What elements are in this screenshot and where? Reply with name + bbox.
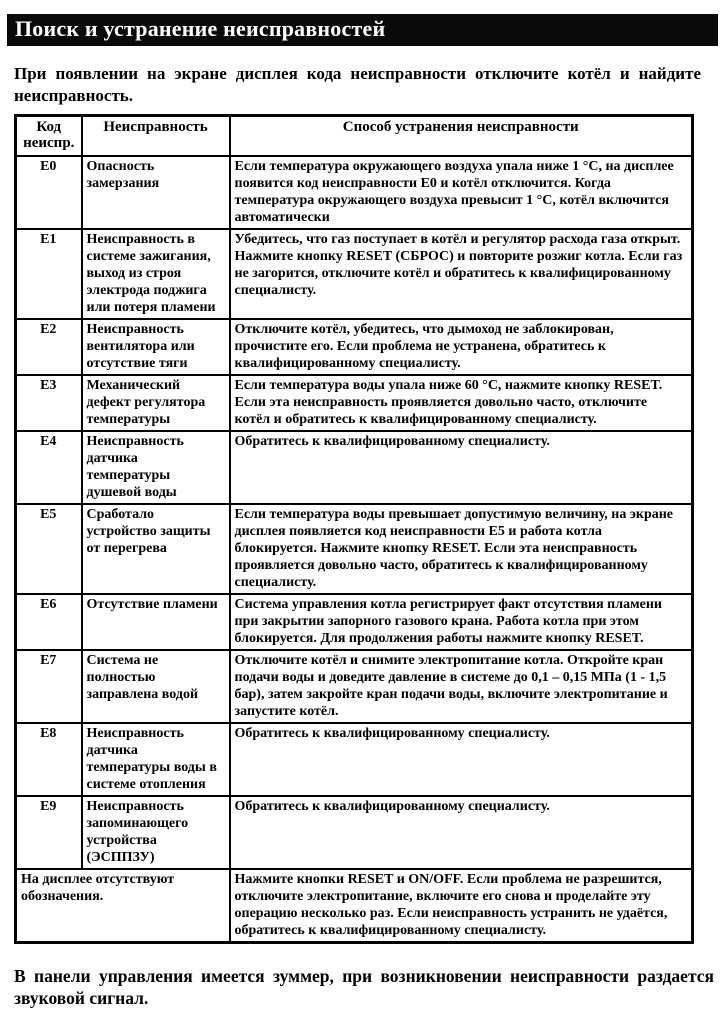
remedy-cell: Отключите котёл и снимите электропитание котла. Откройте кран подачи воды и доведите давление в системе до 0,1 – 0,15 МПа (1 - 1,5 бар), затем закройте кран подачи воды, включите электропитание и запустите котёл. [230,650,693,723]
section-title-bar [7,14,718,46]
fault-cell: Сработало устройство защиты от перегрева [82,504,230,594]
remedy-cell: Если температура воды превышает допустимую величину, на экране дисплея появляется код неисправности E5 и работа котла блокируется. Нажмите кнопку RESET. Если эта неисправность проявляется довольно часто, обратитесь к квалифицированному специалисту. [230,504,693,594]
fault-cell: Опасность замерзания [82,156,230,229]
remedy-cell: Обратитесь к квалифицированному специалисту. [230,431,693,504]
header-error-code: Код неиспр. [16,115,82,156]
fault-cell: Неисправность в системе зажигания, выход из строя электрода поджига или потеря пламени [82,229,230,319]
intro-text: При появлении на экране дисплея кода неисправности отключите котёл и найдите неисправность. [14,64,701,105]
fault-cell: Неисправность датчика температуры душевой воды [82,431,230,504]
error-code-cell: E2 [16,319,82,375]
fault-row [16,796,693,869]
error-code-cell: E1 [16,229,82,319]
header-fault: Неисправность [82,115,230,156]
fault-row [16,431,693,504]
no-display-remedy-cell: Нажмите кнопки RESET и ON/OFF. Если проблема не разрешится, отключите электропитание, включите его снова и проделайте эту операцию несколько раз. Если неисправность устранить не удаётся, обратитесь к квалифицированному специалисту. [230,869,693,943]
fault-cell: Неисправность вентилятора или отсутствие тяги [82,319,230,375]
fault-table [14,114,694,944]
remedy-cell: Если температура окружающего воздуха упала ниже 1 °С, на дисплее появится код неисправности E0 и котёл отключится. Когда температура окружающего воздуха превысит 1 °С, котёл включится автоматически [230,156,693,229]
fault-row [16,723,693,796]
fault-row [16,594,693,650]
error-code-cell: E4 [16,431,82,504]
fault-cell: Неисправность датчика температуры воды в системе отопления [82,723,230,796]
fault-row [16,504,693,594]
fault-row [16,229,693,319]
error-code-cell: E7 [16,650,82,723]
fault-row [16,156,693,229]
fault-cell: Неисправность запоминающего устройства (ЭСППЗУ) [82,796,230,869]
fault-row [16,650,693,723]
error-code-cell: E9 [16,796,82,869]
buzzer-note: В панели управления имеется зуммер, при возникновении неисправности раздается звуковой сигнал. [14,965,714,1009]
fault-cell: Отсутствие пламени [82,594,230,650]
no-display-fault-cell: На дисплее отсутствуют обозначения. [16,869,230,943]
error-code-cell: E5 [16,504,82,594]
remedy-cell: Отключите котёл, убедитесь, что дымоход не заблокирован, прочистите его. Если проблема не устранена, обратитесь к квалифицированному специалисту. [230,319,693,375]
error-code-cell: E3 [16,375,82,431]
fault-table-body [16,156,693,943]
remedy-cell: Обратитесь к квалифицированному специалисту. [230,723,693,796]
fault-cell: Система не полностью заправлена водой [82,650,230,723]
section-title: Поиск и устранение неисправностей [15,16,386,41]
error-code-cell: E8 [16,723,82,796]
fault-row [16,319,693,375]
fault-row [16,375,693,431]
remedy-cell: Обратитесь к квалифицированному специалисту. [230,796,693,869]
remedy-cell: Если температура воды упала ниже 60 °С, нажмите кнопку RESET. Если эта неисправность проявляется довольно часто, отключите котёл и обратитесь к квалифицированному специалисту. [230,375,693,431]
error-code-cell: E6 [16,594,82,650]
no-display-row [16,869,693,943]
header-remedy: Способ устранения неисправности [230,115,693,156]
error-code-cell: E0 [16,156,82,229]
table-header-row [16,115,693,156]
remedy-cell: Убедитесь, что газ поступает в котёл и регулятор расхода газа открыт. Нажмите кнопку RESET (СБРОС) и повторите розжиг котла. Если газ не загорится, отключите котёл и обратитесь к квалифицированному специалисту. [230,229,693,319]
fault-cell: Механический дефект регулятора температуры [82,375,230,431]
remedy-cell: Система управления котла регистрирует факт отсутствия пламени при закрытии запорного газового крана. Работа котла при этом блокируется. Для продолжения работы нажмите кнопку RESET. [230,594,693,650]
